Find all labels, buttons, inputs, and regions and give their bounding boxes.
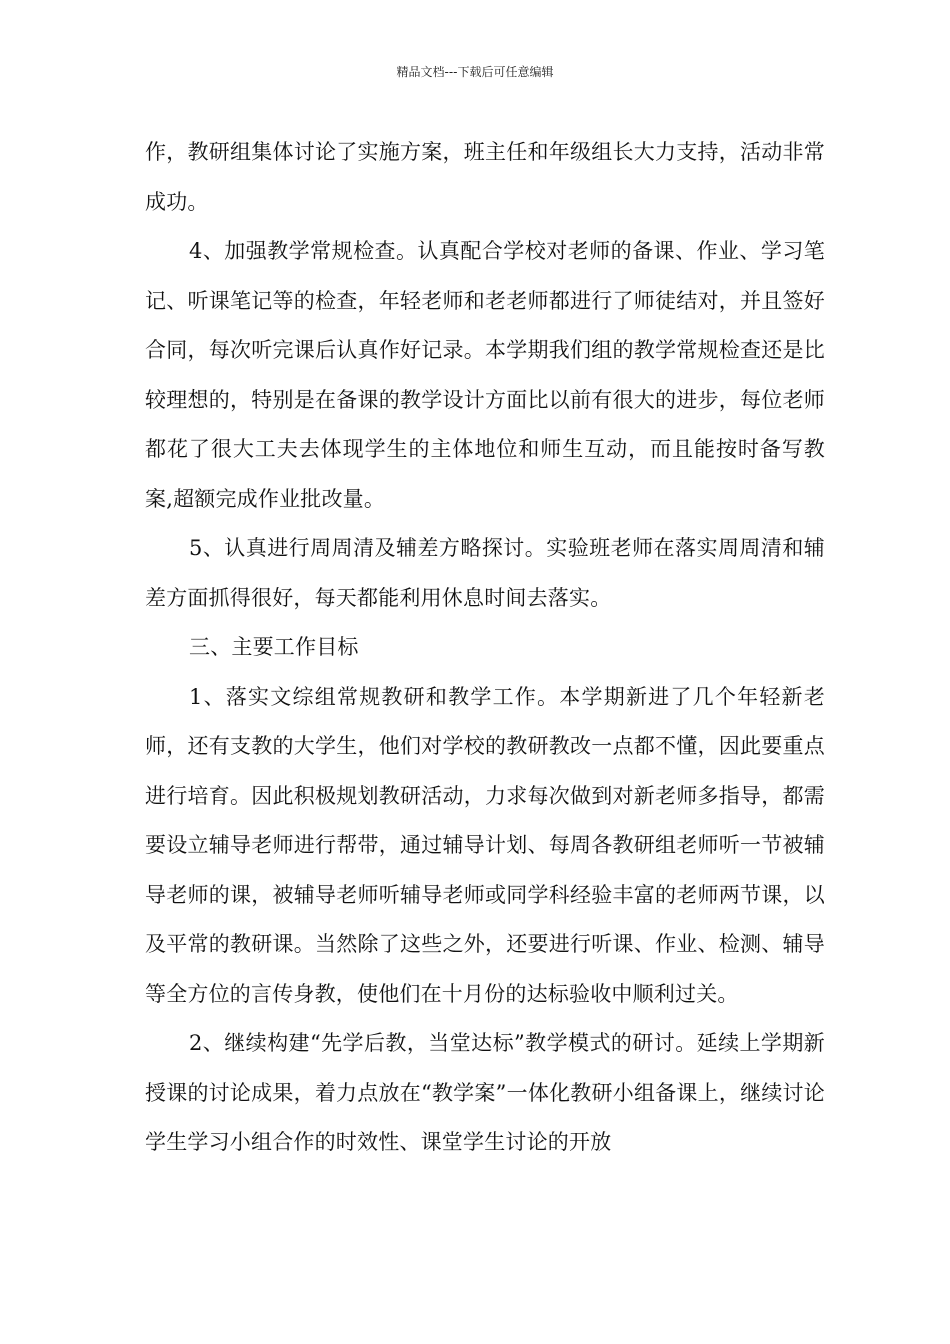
paragraph: 1、落实文综组常规教研和教学工作。本学期新进了几个年轻新老师，还有支教的大学生，他们对学校的教研教改一点都不懂，因此要重点进行培育。因此积极规划教研活动，力求每次做到对新老师多指导，都需要设立辅导老师进行帮带，通过辅导计划、每周各教研组老师听一节被辅导老师的课，被辅导老师听辅导老师或同学科经验丰富的老师两节课，以及平常的教研课。当然除了这些之外，还要进行听课、作业、检测、辅导等全方位的言传身教，使他们在十月份的达标验收中顺利过关。 xyxy=(145,684,825,1006)
paragraph: 5、认真进行周周清及辅差方略探讨。实验班老师在落实周周清和辅差方面抓得很好，每天都能利用休息时间去落实。 xyxy=(145,536,825,610)
page-header: 精品文档---下载后可任意编辑 xyxy=(396,65,554,79)
section-heading: 三、主要工作目标 xyxy=(189,635,359,659)
paragraph: 4、加强教学常规检查。认真配合学校对老师的备课、作业、学习笔记、听课笔记等的检查，年轻老师和老老师都进行了师徒结对，并且签好合同，每次听完课后认真作好记录。本学期我们组的教学常规检查还是比较理想的，特别是在备课的教学设计方面比以前有很大的进步，每位老师都花了很大工夫去体现学生的主体地位和师生互动，而且能按时备写教案,超额完成作业批改量。 xyxy=(145,239,825,511)
paragraph: 作，教研组集体讨论了实施方案，班主任和年级组长大力支持，活动非常成功。 xyxy=(145,140,825,214)
paragraph: 2、继续构建“先学后教，当堂达标”教学模式的研讨。延续上学期新授课的讨论成果，着力点放在“教学案”一体化教研小组备课上，继续讨论学生学习小组合作的时效性、课堂学生讨论的开放 xyxy=(145,1031,825,1154)
document-body xyxy=(145,128,825,1168)
